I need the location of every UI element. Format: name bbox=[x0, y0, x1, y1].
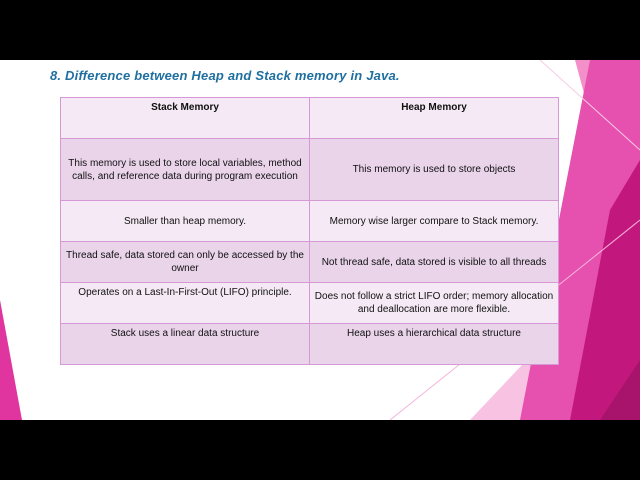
cell-heap: Does not follow a strict LIFO order; memory allocation and deallocation are more flexible. bbox=[310, 283, 559, 324]
cell-stack: Smaller than heap memory. bbox=[61, 201, 310, 242]
table-row bbox=[61, 242, 559, 283]
left-accent-shape bbox=[0, 300, 22, 420]
cell-stack: This memory is used to store local variables, method calls, and reference data during program execution bbox=[61, 139, 310, 201]
cell-stack: Thread safe, data stored can only be accessed by the owner bbox=[61, 242, 310, 283]
cell-stack: Stack uses a linear data structure bbox=[61, 324, 310, 365]
slide bbox=[0, 60, 640, 420]
comparison-table bbox=[60, 97, 559, 365]
header-stack-memory: Stack Memory bbox=[61, 98, 310, 139]
slide-title: 8. Difference between Heap and Stack memory in Java. bbox=[50, 68, 400, 83]
cell-heap: Memory wise larger compare to Stack memory. bbox=[310, 201, 559, 242]
table-row bbox=[61, 201, 559, 242]
cell-heap: This memory is used to store objects bbox=[310, 139, 559, 201]
table-row bbox=[61, 324, 559, 365]
table-row bbox=[61, 283, 559, 324]
table-row bbox=[61, 139, 559, 201]
header-heap-memory: Heap Memory bbox=[310, 98, 559, 139]
cell-stack: Operates on a Last-In-First-Out (LIFO) principle. bbox=[61, 283, 310, 324]
table-header-row bbox=[61, 98, 559, 139]
cell-heap: Not thread safe, data stored is visible to all threads bbox=[310, 242, 559, 283]
cell-heap: Heap uses a hierarchical data structure bbox=[310, 324, 559, 365]
